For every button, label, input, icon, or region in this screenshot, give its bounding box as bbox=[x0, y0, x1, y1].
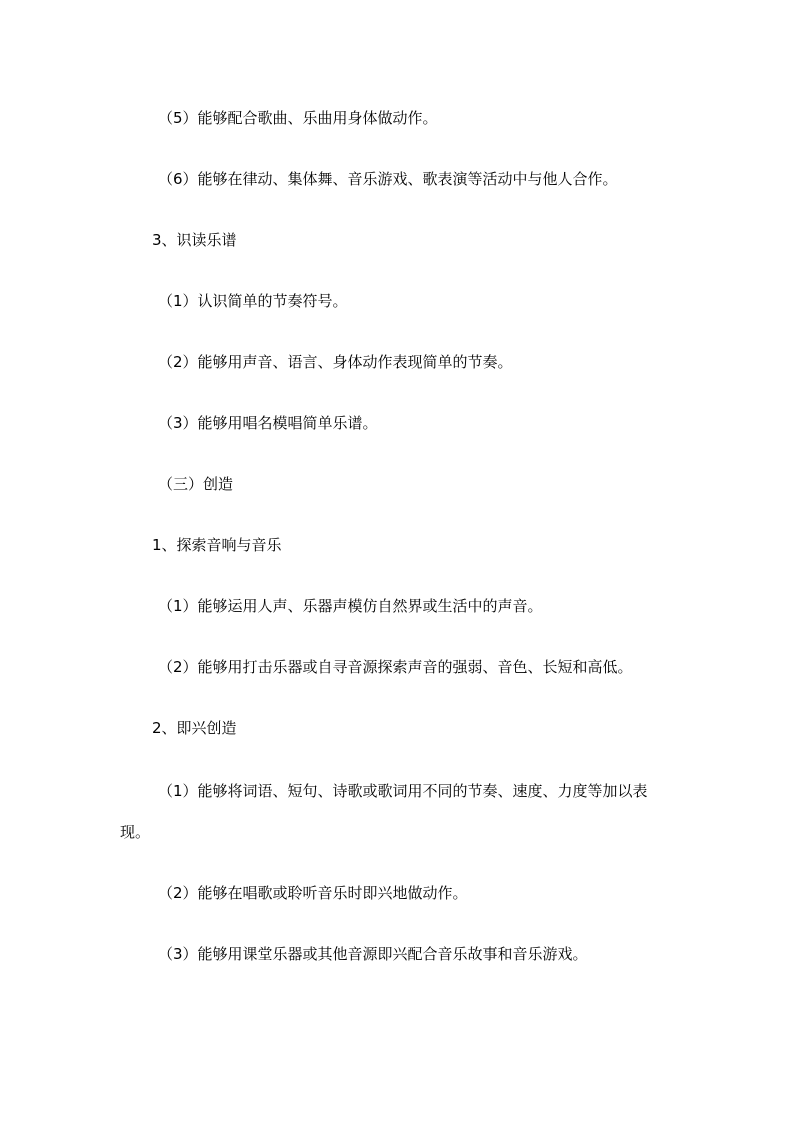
section-heading: 3、识读乐谱 bbox=[152, 231, 237, 249]
text-line: （2）能够在唱歌或聆听音乐时即兴地做动作。 bbox=[158, 884, 468, 902]
text-line: （2）能够用声音、语言、身体动作表现简单的节奏。 bbox=[158, 353, 513, 371]
text-line: （3）能够用课堂乐器或其他音源即兴配合音乐故事和音乐游戏。 bbox=[158, 945, 588, 963]
section-heading: （三）创造 bbox=[158, 475, 234, 493]
section-heading: 1、探索音响与音乐 bbox=[152, 536, 282, 554]
text-line: （6）能够在律动、集体舞、音乐游戏、歌表演等活动中与他人合作。 bbox=[158, 170, 618, 188]
text-line: （1）能够运用人声、乐器声模仿自然界或生活中的声音。 bbox=[158, 597, 543, 615]
text-line: （1）能够将词语、短句、诗歌或歌词用不同的节奏、速度、力度等加以表 bbox=[158, 782, 648, 800]
text-line-continuation: 现。 bbox=[120, 823, 151, 841]
text-line: （1）认识简单的节奏符号。 bbox=[158, 292, 348, 310]
text-line: （2）能够用打击乐器或自寻音源探索声音的强弱、音色、长短和高低。 bbox=[158, 658, 633, 676]
text-line: （3）能够用唱名模唱简单乐谱。 bbox=[158, 414, 378, 432]
text-line: （5）能够配合歌曲、乐曲用身体做动作。 bbox=[158, 109, 438, 127]
section-heading: 2、即兴创造 bbox=[152, 719, 237, 737]
